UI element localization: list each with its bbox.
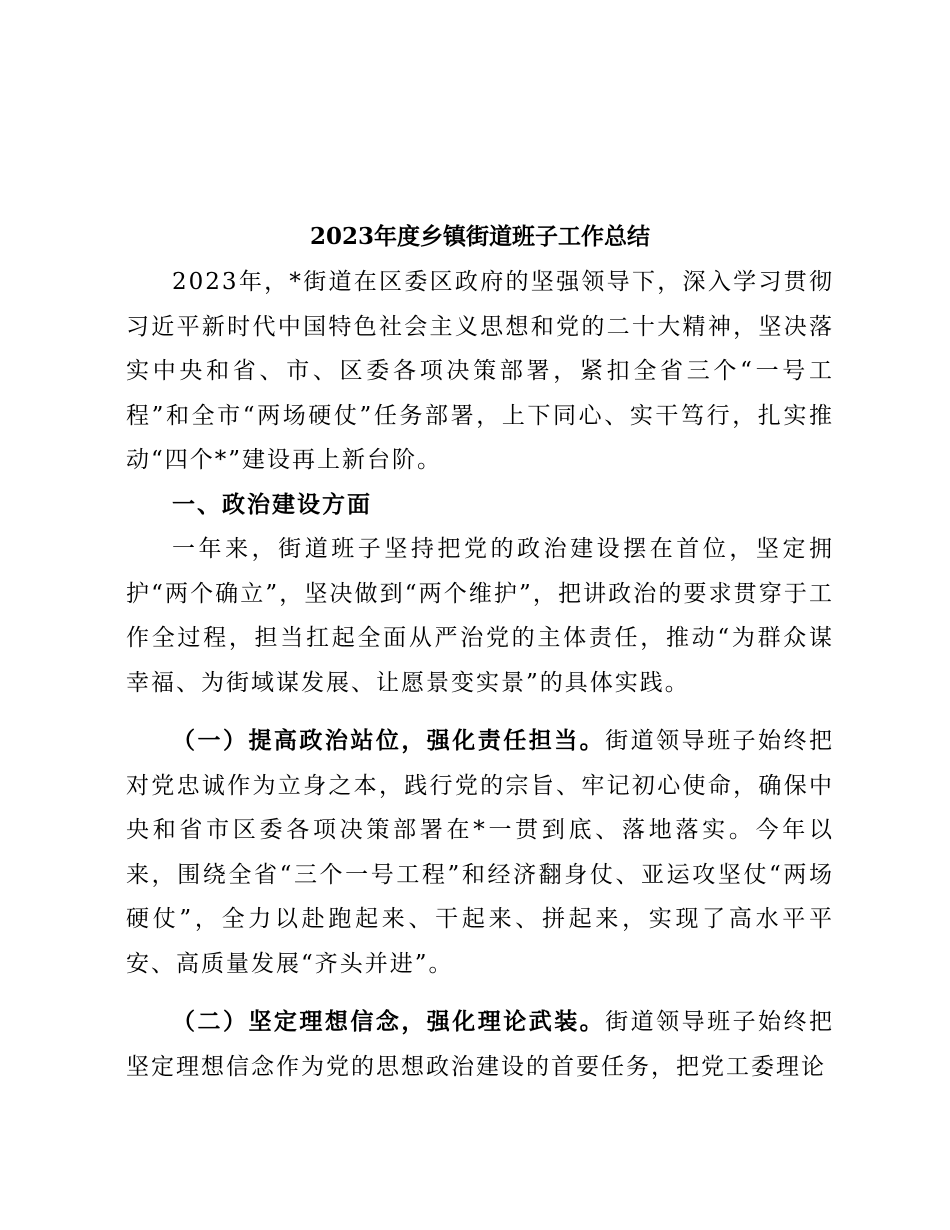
item-body-2: 街道领导班子始终把坚定理想信念作为党的思想政治建设的首要任务，把党工委理论 <box>126 1009 835 1080</box>
item-lead-1: （一）提高政治站位，强化责任担当。 <box>172 727 606 754</box>
item-lead-2: （二）坚定理想信念，强化理论武装。 <box>172 1008 606 1035</box>
section-summary-paragraph: 一年来，街道班子坚持把党的政治建设摆在首位，坚定拥护“两个确立”，坚决做到“两个维护”，把讲政治的要求贯穿于工作全过程，担当扛起全面从严治党的主体责任，推动“为群众谋幸福、为街域谋发展、让愿景变实景”的具体实践。 <box>126 536 834 696</box>
item-paragraph-1 <box>126 719 834 986</box>
document-page <box>126 222 834 1089</box>
section-heading: 一、政治建设方面 <box>172 491 372 518</box>
item-body-1: 街道领导班子始终把对党忠诚作为立身之本，践行党的宗旨、牢记初心使命，确保中央和省市区委各项决策部署在*一贯到底、落地落实。今年以来，围绕全省“三个一号工程”和经济翻身仗、亚运攻坚仗“两场硬仗”，全力以赴跑起来、干起来、拼起来，实现了高水平平安、高质量发展“齐头并进”。 <box>126 728 835 977</box>
intro-paragraph: 2023年，*街道在区委区政府的坚强领导下，深入学习贯彻习近平新时代中国特色社会主义思想和党的二十大精神，坚决落实中央和省、市、区委各项决策部署，紧扣全省三个“一号工程”和全市“两场硬仗”任务部署，上下同心、实干笃行，扎实推动“四个*”建设再上新台阶。 <box>126 269 834 473</box>
document-title: 2023年度乡镇街道班子工作总结 <box>309 223 650 250</box>
item-paragraph-2 <box>126 1000 834 1089</box>
